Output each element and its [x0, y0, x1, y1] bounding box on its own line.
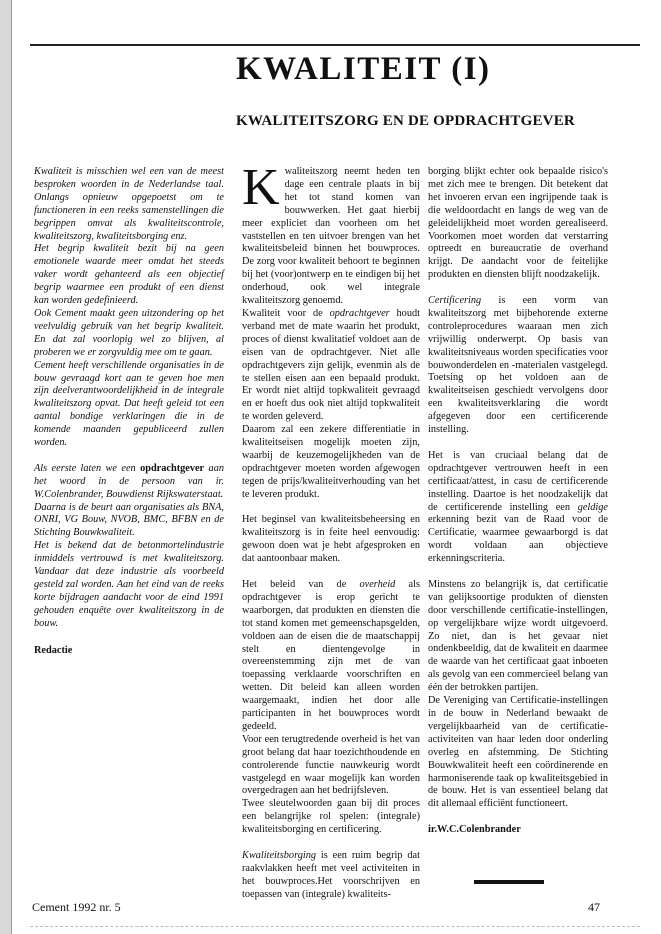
intro-paragraph: Het is bekend dat de betonmortelindustrie inmiddels vertrouwd is met kwaliteitszorg. Vandaar dat deze industrie als voorbeeld gesteld zal worden. Aan het eind van de reeks korte bijdragen aandacht voor de eind 1991 gehouden enquête over kwaliteitszorg in de bouw. — [34, 540, 224, 629]
intro-paragraph: Het begrip kwaliteit bezit bij na geen emotionele waarde meer omdat het steeds vaker wordt gehanteerd als een objectief begrip waarmee een produkt of een dienst kan worden gedefinieerd. — [34, 243, 224, 307]
body-paragraph — [428, 295, 608, 437]
body-text: erkenning bezit van de Raad voor de Certificatie, waarmee gewaarborgd is dat wordt voldaan aan objectieve erkenningscriteria. — [428, 514, 608, 565]
body-emphasis: Certificering — [428, 295, 482, 307]
end-mark-bar — [474, 880, 544, 884]
body-paragraph: De Vereniging van Certificatie-instellingen in de bouw in Nederland bewaakt de vergelijkbaarheid van de certificatie-activiteiten van haar leden door onderling overleg en afstemming. De Stichting Bouwkwaliteit heeft een coördinerende en harmoniserende taak op kwaliteitsgebied in de bouw. Het is van essentieel belang dat dit allemaal efficiënt functioneert. — [428, 695, 608, 810]
body-paragraph: borging blijkt echter ook bepaalde risico's met zich mee te brengen. Dit betekent dat het invoeren ervan een ingrijpende taak is die weldoordacht en langs de weg van de geleidelijkheid moet worden gerealiseerd. Voorkomen moet worden dat verstarring optreedt en bureaucratie de overhand krijgt. De aandacht voor de feitelijke produkten en diensten blijft noodzakelijk. — [428, 166, 608, 281]
intro-paragraph: Ook Cement maakt geen uitzondering op het veelvuldig gebruik van het begrip kwaliteit. En dat zal voorlopig wel zo blijven, al proberen we er zorgvuldig mee om te gaan. — [34, 307, 224, 358]
body-emphasis: opdrachtgever — [329, 307, 390, 319]
body-text: houdt verband met de mate waarin het produkt, proces of dienst kwalitatief voldoet aan de eisen van de opdrachtgever. Niet alle opdrachtgevers zijn gelijk, evenmin als de te stellen eisen aan een bepaald produkt. Er wordt niet altijd topkwaliteit gevraagd en er hoeft dus ook niet altijd topkwaliteit te worden geleverd. — [242, 307, 420, 423]
body-paragraph — [242, 308, 420, 424]
footer-publication: Cement 1992 nr. 5 — [32, 900, 121, 914]
body-paragraph: Minstens zo belangrijk is, dat certificatie van gelijksoortige produkten of diensten door verschillende certificatie-instellingen, op vergelijkbare wijze wordt uitgevoerd. Zo niet, dan is het gevaar niet ondenkbeeldig, dat de kwaliteit en daarmee de waarde van het certificaat gaat inboeten als gevolg van een commercieel belang van één der betrokken partijen. — [428, 578, 608, 694]
top-rule — [30, 44, 640, 46]
intro-text: Als eerste laten we een — [34, 462, 141, 474]
article-subtitle: KWALITEITSZORG EN DE OPDRACHTGEVER — [236, 113, 575, 129]
scan-edge — [0, 0, 11, 934]
drop-cap: K — [242, 159, 280, 216]
body-emphasis: Kwaliteitsborging — [242, 849, 316, 861]
author-signature: ir.W.C.Colenbrander — [428, 824, 521, 836]
intro-paragraph: Kwaliteit is misschien wel een van de meest besproken woorden in de Nederlandse taal. Onlangs opnieuw opgepoetst om te functioneren in een reeks samenstellingen die begrippen omvat als kwaliteitscontrole, kwaliteitszorg, kwaliteitsborging enz. — [34, 166, 224, 242]
page-number: 47 — [588, 900, 600, 914]
body-paragraph — [242, 850, 420, 902]
intro-paragraph — [34, 463, 224, 502]
intro-bold-term: opdrachtgever — [140, 462, 205, 474]
body-column-middle — [242, 159, 420, 902]
intro-paragraph: Daarna is de beurt aan organisaties als BNA, ONRI, VG Bouw, NVOB, BMC, BFBN en de Stichting Bouwkwaliteit. — [34, 501, 224, 539]
body-emphasis: overheid — [359, 578, 396, 590]
body-paragraph: Voor een terugtredende overheid is het van groot belang dat haar toezichthoudende en controlerende functie nauwkeurig wordt vastgelegd en waar mogelijk kan worden overgedragen aan het bedrijfsleven. — [242, 733, 420, 797]
intro-signature: Redactie — [34, 644, 73, 656]
body-emphasis: geldige — [577, 501, 608, 513]
body-column-right — [428, 166, 608, 837]
body-text: Kwaliteit voor de — [242, 307, 330, 319]
intro-paragraph: Cement heeft verschillende organisaties in de bouw gevraagd kort aan te geven hoe men zijn deelverantwoordelijkheid in de integrale kwaliteitszorg opvat. Dat heeft geleid tot een aantal bondige verklaringen die in de komende maanden gepubliceerd zullen worden. — [34, 359, 224, 449]
body-paragraph — [428, 450, 608, 566]
body-paragraph: Twee sleutelwoorden gaan bij dit proces een belangrijke rol spelen: (integrale) kwaliteitsborging en certificering. — [242, 798, 420, 836]
body-text: is een vorm van kwaliteitszorg met bijbehorende externe controleprocedures waaraan men zich vrijwillig onderwerpt. Op basis van kwaliteitsniveaus worden specificaties voor bouwonderdelen en -materialen vastgelegd. Toetsing op het voldoen aan de kwaliteitseisen geschiedt vervolgens door een kwaliteitsverklaring die wordt afgegeven door een certificerende instelling. — [428, 295, 608, 436]
body-paragraph — [242, 579, 420, 734]
intro-column — [34, 166, 224, 658]
scan-edge-line — [11, 0, 12, 934]
body-text: waliteitszorg neemt heden ten dage een centrale plaats in bij het tot stand komen van bouwwerken. Het gaat hierbij meer expliciet dan voorheen om het vaststellen en ten uitvoer brengen van het kwaliteitsbeleid binnen het bouwproces. De zorg voor kwaliteit behoort te beginnen bij het (voor)ontwerp en te eindigen bij het onderhoud, ook wel integrale kwaliteitszorg genoemd. — [242, 166, 420, 307]
body-text: Het is van cruciaal belang dat de opdrachtgever vertrouwen heeft in een certificaat/attest, in casu de certificerende instelling. Daartoe is het noodzakelijk dat de certificerende instelling een — [428, 449, 608, 513]
bottom-rule — [30, 926, 640, 927]
intro-text: aan het woord in de persoon van ir. W.Colenbrander, Bouwdienst Rijkswaterstaat. — [34, 462, 224, 500]
page-title: KWALITEIT (I) — [236, 51, 491, 87]
body-paragraph: Het beginsel van kwaliteitsbeheersing en kwaliteitszorg is in feite heel eenvoudig: gewoon doen wat je hebt afgesproken en dat aantoonbaar maken. — [242, 514, 420, 565]
body-text: is een ruim begrip dat raakvlakken heeft met veel activiteiten in het bouwproces.Het voorschrijven en toepassen van (integrale) kwaliteits- — [242, 849, 420, 900]
body-text: Het beleid van de — [242, 578, 360, 590]
body-text: als opdrachtgever is erop gericht te waarborgen, dat produkten en diensten die tot stand komen met gemeenschapsgelden, voldoen aan de eisen die de maatschappij stelt en dientengevolge in overeenstemming zijn met de van toepassing verklaarde voorschriften en wetten. Dit beleid kan alleen worden waargemaakt, indien het door alle participanten in het bouwproces wordt gedeeld. — [242, 578, 420, 732]
body-paragraph: Daarom zal een zekere differentiatie in kwaliteitseisen mogelijk moeten zijn, waarbij de keuzemogelijkheden van de opdrachtgever moeten worden afgewogen tegen de prijs/kwaliteitverhouding van het te leveren produkt. — [242, 424, 420, 500]
body-paragraph — [242, 159, 420, 308]
